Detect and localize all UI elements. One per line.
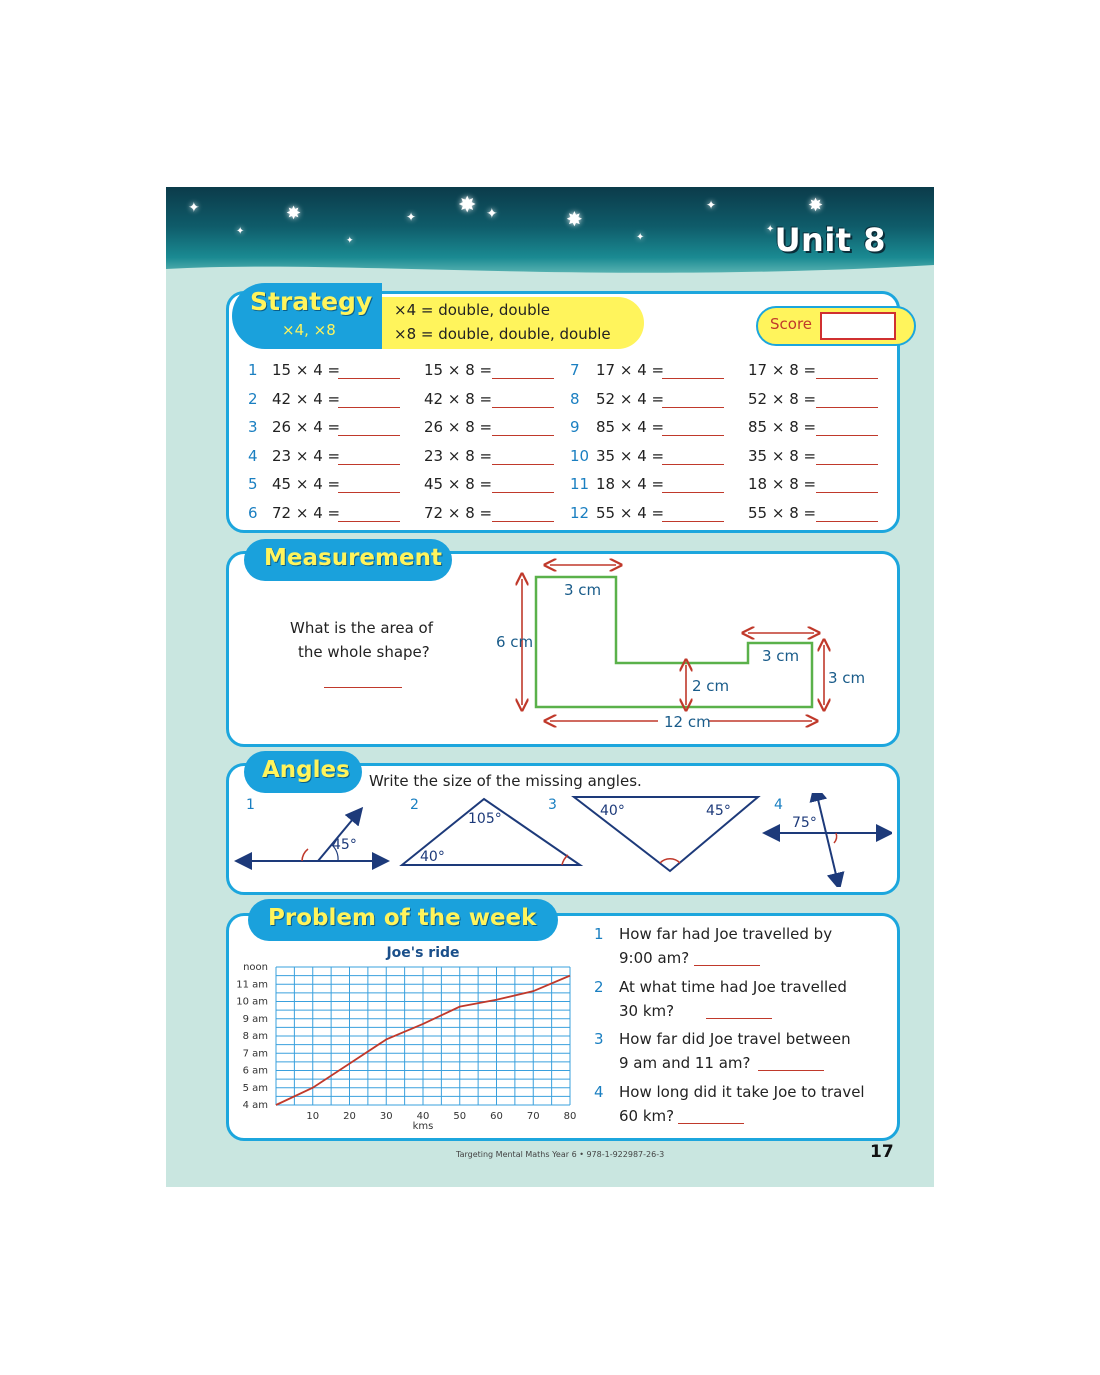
answer-line[interactable]: [338, 521, 400, 522]
angle2-label-top: 105°: [468, 811, 502, 827]
multiplication-question: 15 × 8 =: [424, 361, 493, 379]
chart-y-tick-label: 6 am: [242, 1065, 268, 1077]
multiplication-question: 26 × 8 =: [424, 418, 493, 436]
problem-question-line1: How far did Joe travel between: [619, 1030, 851, 1048]
multiplication-question: 52 × 8 =: [748, 389, 817, 408]
worksheet-page: [166, 187, 934, 1187]
score-label: Score: [770, 315, 813, 333]
strategy-tag: [232, 283, 382, 349]
answer-line[interactable]: [492, 435, 554, 436]
question-number: 12: [570, 503, 590, 522]
problem-question-line2: 60 km?: [619, 1106, 675, 1125]
angle-item-number: 2: [410, 797, 419, 813]
answer-line[interactable]: [338, 464, 400, 465]
chart-y-tick-label: 8 am: [242, 1031, 268, 1042]
question-number: 9: [570, 418, 580, 436]
answer-line[interactable]: [662, 492, 724, 493]
problem-question-number: 1: [594, 925, 604, 943]
chart-x-tick-label: 20: [343, 1111, 356, 1122]
question-number: 3: [248, 418, 258, 436]
star-icon: ✸: [808, 195, 824, 216]
star-icon: ✦: [706, 198, 717, 212]
problem-answer-line[interactable]: [678, 1123, 744, 1124]
multiplication-question: 23 × 8 =: [424, 446, 493, 465]
multiplication-question: 26 × 4 =: [272, 418, 341, 436]
problem-question-line2: 9 am and 11 am?: [619, 1054, 751, 1072]
problem-question-line2: 9:00 am?: [619, 949, 690, 967]
multiplication-question: 42 × 8 =: [424, 389, 493, 408]
dim-label-left: 6 cm: [496, 633, 534, 651]
answer-line[interactable]: [816, 378, 878, 379]
multiplication-question: 55 × 4 =: [596, 503, 665, 522]
chart-x-tick-label: 50: [453, 1111, 467, 1122]
chart-x-tick-label: 70: [526, 1111, 540, 1122]
answer-line[interactable]: [492, 521, 554, 522]
angle3-unknown-arc: [660, 859, 680, 863]
question-number: 7: [570, 361, 580, 379]
multiplication-question: 23 × 4 =: [272, 446, 341, 465]
question-number: 1: [248, 361, 258, 379]
strategy-title: Strategy: [250, 287, 373, 316]
star-icon: ✦: [188, 200, 200, 216]
angles-instruction: Write the size of the missing angles.: [369, 772, 642, 790]
multiplication-question: 18 × 8 =: [748, 475, 817, 493]
star-icon: ✸: [566, 207, 583, 231]
chart-y-tick-label: 4 am: [242, 1100, 268, 1111]
footer-text: Targeting Mental Maths Year 6 • 978-1-922987-26-3: [456, 1150, 665, 1159]
problem-tag: [248, 899, 558, 941]
problem-question-number: 3: [594, 1030, 604, 1048]
problem-answer-line[interactable]: [694, 965, 760, 966]
answer-line[interactable]: [662, 407, 724, 408]
angle-item-number: 1: [246, 797, 255, 813]
unit-title: Unit 8: [774, 221, 886, 259]
chart-y-tick-label: 10 am: [236, 996, 268, 1008]
problem-question-number: 2: [594, 977, 604, 996]
answer-line[interactable]: [816, 492, 878, 493]
problem-question-line1: How long did it take Joe to travel: [619, 1082, 865, 1101]
answer-line[interactable]: [492, 492, 554, 493]
multiplication-question: 42 × 4 =: [272, 389, 341, 408]
dim-label-bottom: 12 cm: [664, 713, 711, 731]
multiplication-question: 17 × 4 =: [596, 361, 665, 379]
question-number: 5: [248, 475, 258, 493]
angle4-crossing-line: [816, 793, 838, 883]
multiplication-question: 45 × 4 =: [272, 475, 341, 493]
question-number: 6: [248, 503, 258, 522]
problem-answer-line[interactable]: [706, 1018, 772, 1019]
problem-question-line2: 30 km?: [619, 1001, 675, 1020]
star-icon: ✦: [636, 232, 645, 243]
chart-title: Joe's ride: [386, 945, 460, 961]
chart-x-tick-label: 10: [306, 1111, 320, 1122]
multiplication-question: 35 × 8 =: [748, 446, 817, 465]
angles-tag: [244, 751, 362, 793]
angle3-label-left: 40°: [600, 803, 625, 819]
star-icon: ✦: [406, 210, 417, 224]
problem-question-line1: At what time had Joe travelled: [619, 977, 847, 996]
joes-ride-chart: [232, 939, 582, 1135]
question-number: 11: [570, 475, 590, 493]
multiplication-question: 72 × 8 =: [424, 503, 493, 522]
measurement-question-line2: the whole shape?: [298, 643, 430, 661]
measurement-answer-line[interactable]: [324, 687, 402, 688]
answer-line[interactable]: [816, 407, 878, 408]
answer-line[interactable]: [662, 378, 724, 379]
answer-line[interactable]: [492, 407, 554, 408]
answer-line[interactable]: [816, 521, 878, 522]
angle-item-number: 4: [774, 797, 783, 813]
star-icon: ✸: [458, 193, 477, 218]
star-icon: ✸: [286, 203, 302, 224]
strategy-rules-box: [382, 297, 644, 349]
measurement-title: Measurement: [264, 545, 442, 571]
question-number: 4: [248, 446, 258, 465]
chart-x-tick-label: 40: [416, 1111, 430, 1122]
starry-banner: [166, 187, 934, 275]
problem-title: Problem of the week: [268, 905, 537, 931]
score-input[interactable]: [820, 312, 896, 340]
multiplication-question: 85 × 4 =: [596, 418, 665, 436]
strategy-subtitle: ×4, ×8: [282, 321, 336, 339]
angles-title: Angles: [262, 757, 350, 783]
problem-question-number: 4: [594, 1082, 604, 1101]
answer-line[interactable]: [662, 521, 724, 522]
answer-line[interactable]: [662, 435, 724, 436]
dim-label-inner: 2 cm: [692, 677, 730, 695]
page-number: 17: [870, 1142, 894, 1162]
measurement-tag: [244, 539, 452, 581]
problem-question-line1: How far had Joe travelled by: [619, 925, 833, 943]
multiplication-question: 45 × 8 =: [424, 475, 493, 493]
star-icon: ✦: [766, 224, 775, 235]
angle3-label-right: 45°: [706, 803, 731, 819]
angle-item-number: 3: [548, 797, 557, 813]
chart-x-tick-label: 30: [379, 1111, 393, 1122]
answer-line[interactable]: [338, 407, 400, 408]
angle2-unknown-arc: [562, 855, 568, 865]
answer-line[interactable]: [662, 464, 724, 465]
angle4-label: 75°: [792, 815, 817, 831]
answer-line[interactable]: [816, 464, 878, 465]
multiplication-question: 52 × 4 =: [596, 389, 665, 408]
strategy-rule-2: ×8 = double, double, double: [394, 325, 611, 343]
l-shape-diagram: [486, 557, 866, 737]
star-icon: ✦: [236, 226, 245, 237]
chart-y-tick-label: 9 am: [242, 1013, 268, 1025]
answer-line[interactable]: [338, 492, 400, 493]
problem-answer-line[interactable]: [758, 1070, 824, 1071]
question-number: 2: [248, 389, 258, 408]
answer-line[interactable]: [816, 435, 878, 436]
chart-y-tick-label: 5 am: [242, 1082, 268, 1094]
dim-label-right: 3 cm: [828, 669, 866, 687]
multiplication-question: 55 × 8 =: [748, 503, 817, 522]
measurement-question-line1: What is the area of: [290, 619, 433, 637]
multiplication-question: 17 × 8 =: [748, 361, 817, 379]
chart-y-tick-label: noon: [243, 962, 268, 973]
angles-diagrams: [232, 793, 892, 887]
multiplication-question: 72 × 4 =: [272, 503, 341, 522]
strategy-rule-1: ×4 = double, double: [394, 301, 550, 319]
answer-line[interactable]: [492, 378, 554, 379]
chart-x-tick-label: 60: [490, 1111, 503, 1122]
multiplication-question: 18 × 4 =: [596, 475, 665, 493]
dim-label-step: 3 cm: [762, 647, 800, 665]
star-icon: ✦: [486, 206, 498, 222]
dim-label-top: 3 cm: [564, 581, 602, 599]
question-number: 10: [570, 446, 590, 465]
banner-wave: [166, 257, 934, 275]
chart-y-tick-label: 11 am: [236, 979, 268, 991]
score-box: [756, 306, 916, 346]
chart-x-axis-label: kms: [412, 1121, 434, 1132]
angle1-label: 45°: [332, 837, 357, 853]
multiplication-question: 85 × 8 =: [748, 418, 817, 436]
multiplication-question: 35 × 4 =: [596, 446, 665, 465]
answer-line[interactable]: [338, 435, 400, 436]
question-number: 8: [570, 389, 580, 408]
angle2-label-left: 40°: [420, 849, 445, 865]
star-icon: ✦: [346, 236, 354, 246]
answer-line[interactable]: [492, 464, 554, 465]
chart-x-tick-label: 80: [563, 1111, 577, 1122]
angle1-unknown-arc: [302, 849, 308, 861]
multiplication-question: 15 × 4 =: [272, 361, 341, 379]
chart-y-tick-label: 7 am: [242, 1048, 268, 1060]
answer-line[interactable]: [338, 378, 400, 379]
angle4-unknown-arc: [834, 833, 837, 843]
